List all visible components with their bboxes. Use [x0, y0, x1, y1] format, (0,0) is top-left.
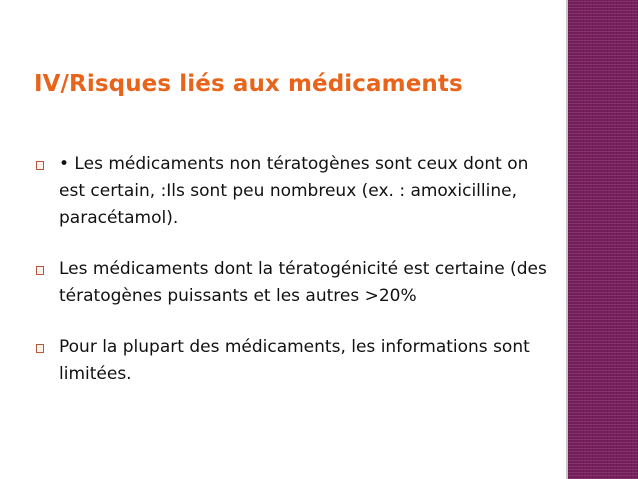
square-bullet-icon	[36, 344, 44, 353]
bullet-item	[36, 151, 556, 232]
bullet-list	[36, 151, 556, 388]
square-bullet-icon	[36, 161, 44, 170]
decorative-sidebar	[566, 0, 638, 479]
bullet-item	[36, 256, 556, 310]
bullet-text: Les médicaments dont la tératogénicité est certaine (des tératogènes puissants et les autres >20%	[59, 259, 547, 306]
slide-title: IV/Risques liés aux médicaments	[34, 71, 463, 97]
bullet-text: • Les médicaments non tératogènes sont ceux dont on est certain, :Ils sont peu nombreux (ex. : amoxicilline, paracétamol).	[59, 154, 529, 228]
square-bullet-icon	[36, 266, 44, 275]
bullet-item	[36, 334, 556, 388]
bullet-text: Pour la plupart des médicaments, les informations sont limitées.	[59, 337, 530, 384]
